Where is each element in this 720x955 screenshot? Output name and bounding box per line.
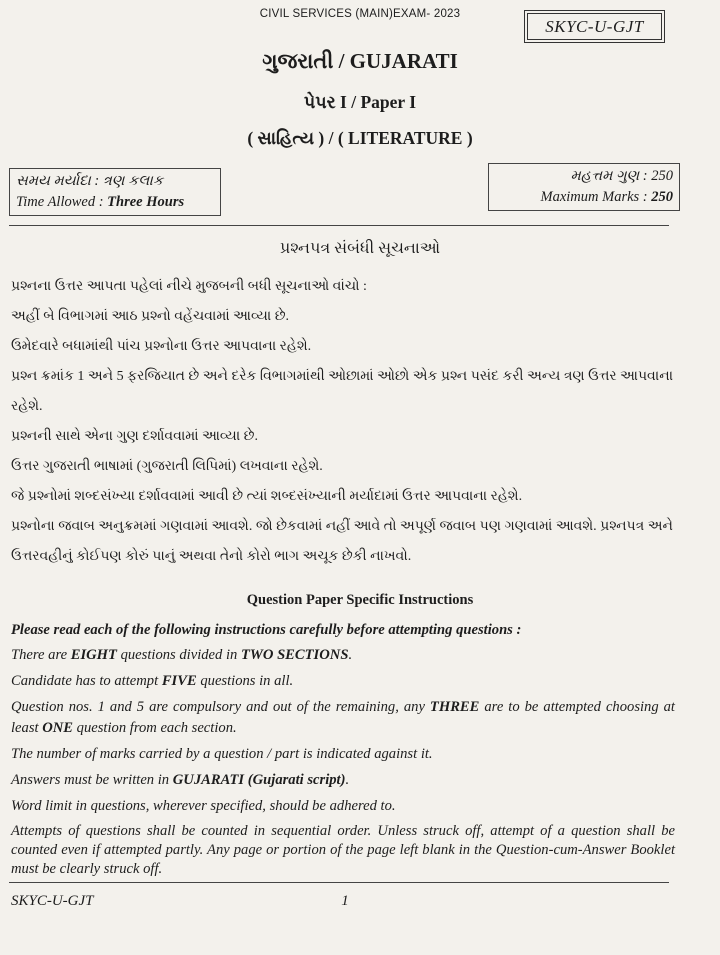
paper-code-box: SKYC-U-GJT [527,13,662,40]
gujarati-instruction: પ્રશ્નની સાથે એના ગુણ દર્શાવવામાં આવ્યા છે. [11,429,258,444]
instruction-item: Question nos. 1 and 5 are compulsory and out of the remaining, any THREE are to be attempted choosing at least ONE question from each section. [11,699,675,736]
english-instructions-heading: Question Paper Specific Instructions [246,592,474,608]
page-title: ગુજરાતી / GUJARATI [262,49,458,73]
maximum-marks-english: Maximum Marks : 250 [540,189,673,205]
gujarati-instruction: ઉમેદવારે બધામાંથી પાંચ પ્રશ્નોના ઉત્તર આપવાના રહેશે. [11,339,312,354]
time-allowed-box [9,168,221,216]
instruction-item: Answers must be written in GUJARATI (Gujarati script). [11,772,350,788]
maximum-marks-box [488,163,680,211]
instructions-intro: Please read each of the following instructions carefully before attempting questions : [11,622,522,638]
divider-bottom [9,882,669,883]
instruction-item: Attempts of questions shall be counted in sequential order. Unless struck off, attempt of a question shall be counted even if attempted partly. Any page or portion of the page left blank in the Question-cum-Answer Booklet must be clearly struck off. [11,823,675,877]
exam-name: CIVIL SERVICES (MAIN)EXAM- 2023 [259,8,461,20]
gujarati-instruction: પ્રશ્ન ક્રમાંક 1 અને 5 ફરજિયાત છે અને દરેક વિભાગમાંથી ઓછામાં ઓછો એક પ્રશ્ન પસંદ કરી અન્ય ત્રણ ઉત્તર આપવાના રહેશે. [11,369,674,414]
page-number: 1 [341,893,349,909]
divider-top [9,225,669,226]
gujarati-instruction: જે પ્રશ્નોમાં શબ્દસંખ્યા દર્શાવવામાં આવી છે ત્યાં શબ્દસંખ્યાની મર્યાદામાં ઉત્તર આપવાના રહેશે. [11,489,523,504]
gujarati-instructions [11,272,679,572]
paper-number: પેપર I / Paper I [303,92,417,112]
instruction-item: The number of marks carried by a question / part is indicated against it. [11,746,433,762]
maximum-marks-gujarati: મહત્તમ ગુણ : 250 [570,168,673,184]
gujarati-instruction: અહીં બે વિભાગમાં આઠ પ્રશ્નો વહેંચવામાં આવ્યા છે. [11,309,290,324]
instruction-item: There are EIGHT questions divided in TWO SECTIONS. [11,647,353,663]
instruction-item: Word limit in questions, wherever specified, should be adhered to. [11,798,396,814]
instruction-item: Candidate has to attempt FIVE questions in all. [11,673,294,689]
gujarati-instruction: પ્રશ્નના ઉત્તર આપતા પહેલાં નીચે મુજબની બધી સૂચનાઓ વાંચો : [11,279,367,294]
english-instructions [11,620,675,879]
subject-name: ( સાહિત્ય ) / ( LITERATURE ) [247,128,473,148]
gujarati-instruction: પ્રશ્નોના જવાબ અનુક્રમમાં ગણવામાં આવશે. જો છેકવામાં નહીં આવે તો અપૂર્ણ જવાબ પણ ગણવામાં આવશે. પ્રશ્નપત્ર અને ઉત્તરવહીનું કોઈપણ કોરું પાનું અથવા તેનો કોરો ભાગ અચૂક છેકી નાખવો. [11,519,673,564]
footer-paper-code: SKYC-U-GJT [11,893,94,909]
time-allowed-gujarati: સમય મર્યાદા : ત્રણ કલાક [16,173,164,189]
time-allowed-english: Time Allowed : Three Hours [16,194,185,210]
gujarati-instructions-heading: પ્રશ્નપત્ર સંબંધી સૂચનાઓ [279,240,441,257]
gujarati-instruction: ઉત્તર ગુજરાતી ભાષામાં (ગુજરાતી લિપિમાં) લખવાના રહેશે. [11,459,323,474]
